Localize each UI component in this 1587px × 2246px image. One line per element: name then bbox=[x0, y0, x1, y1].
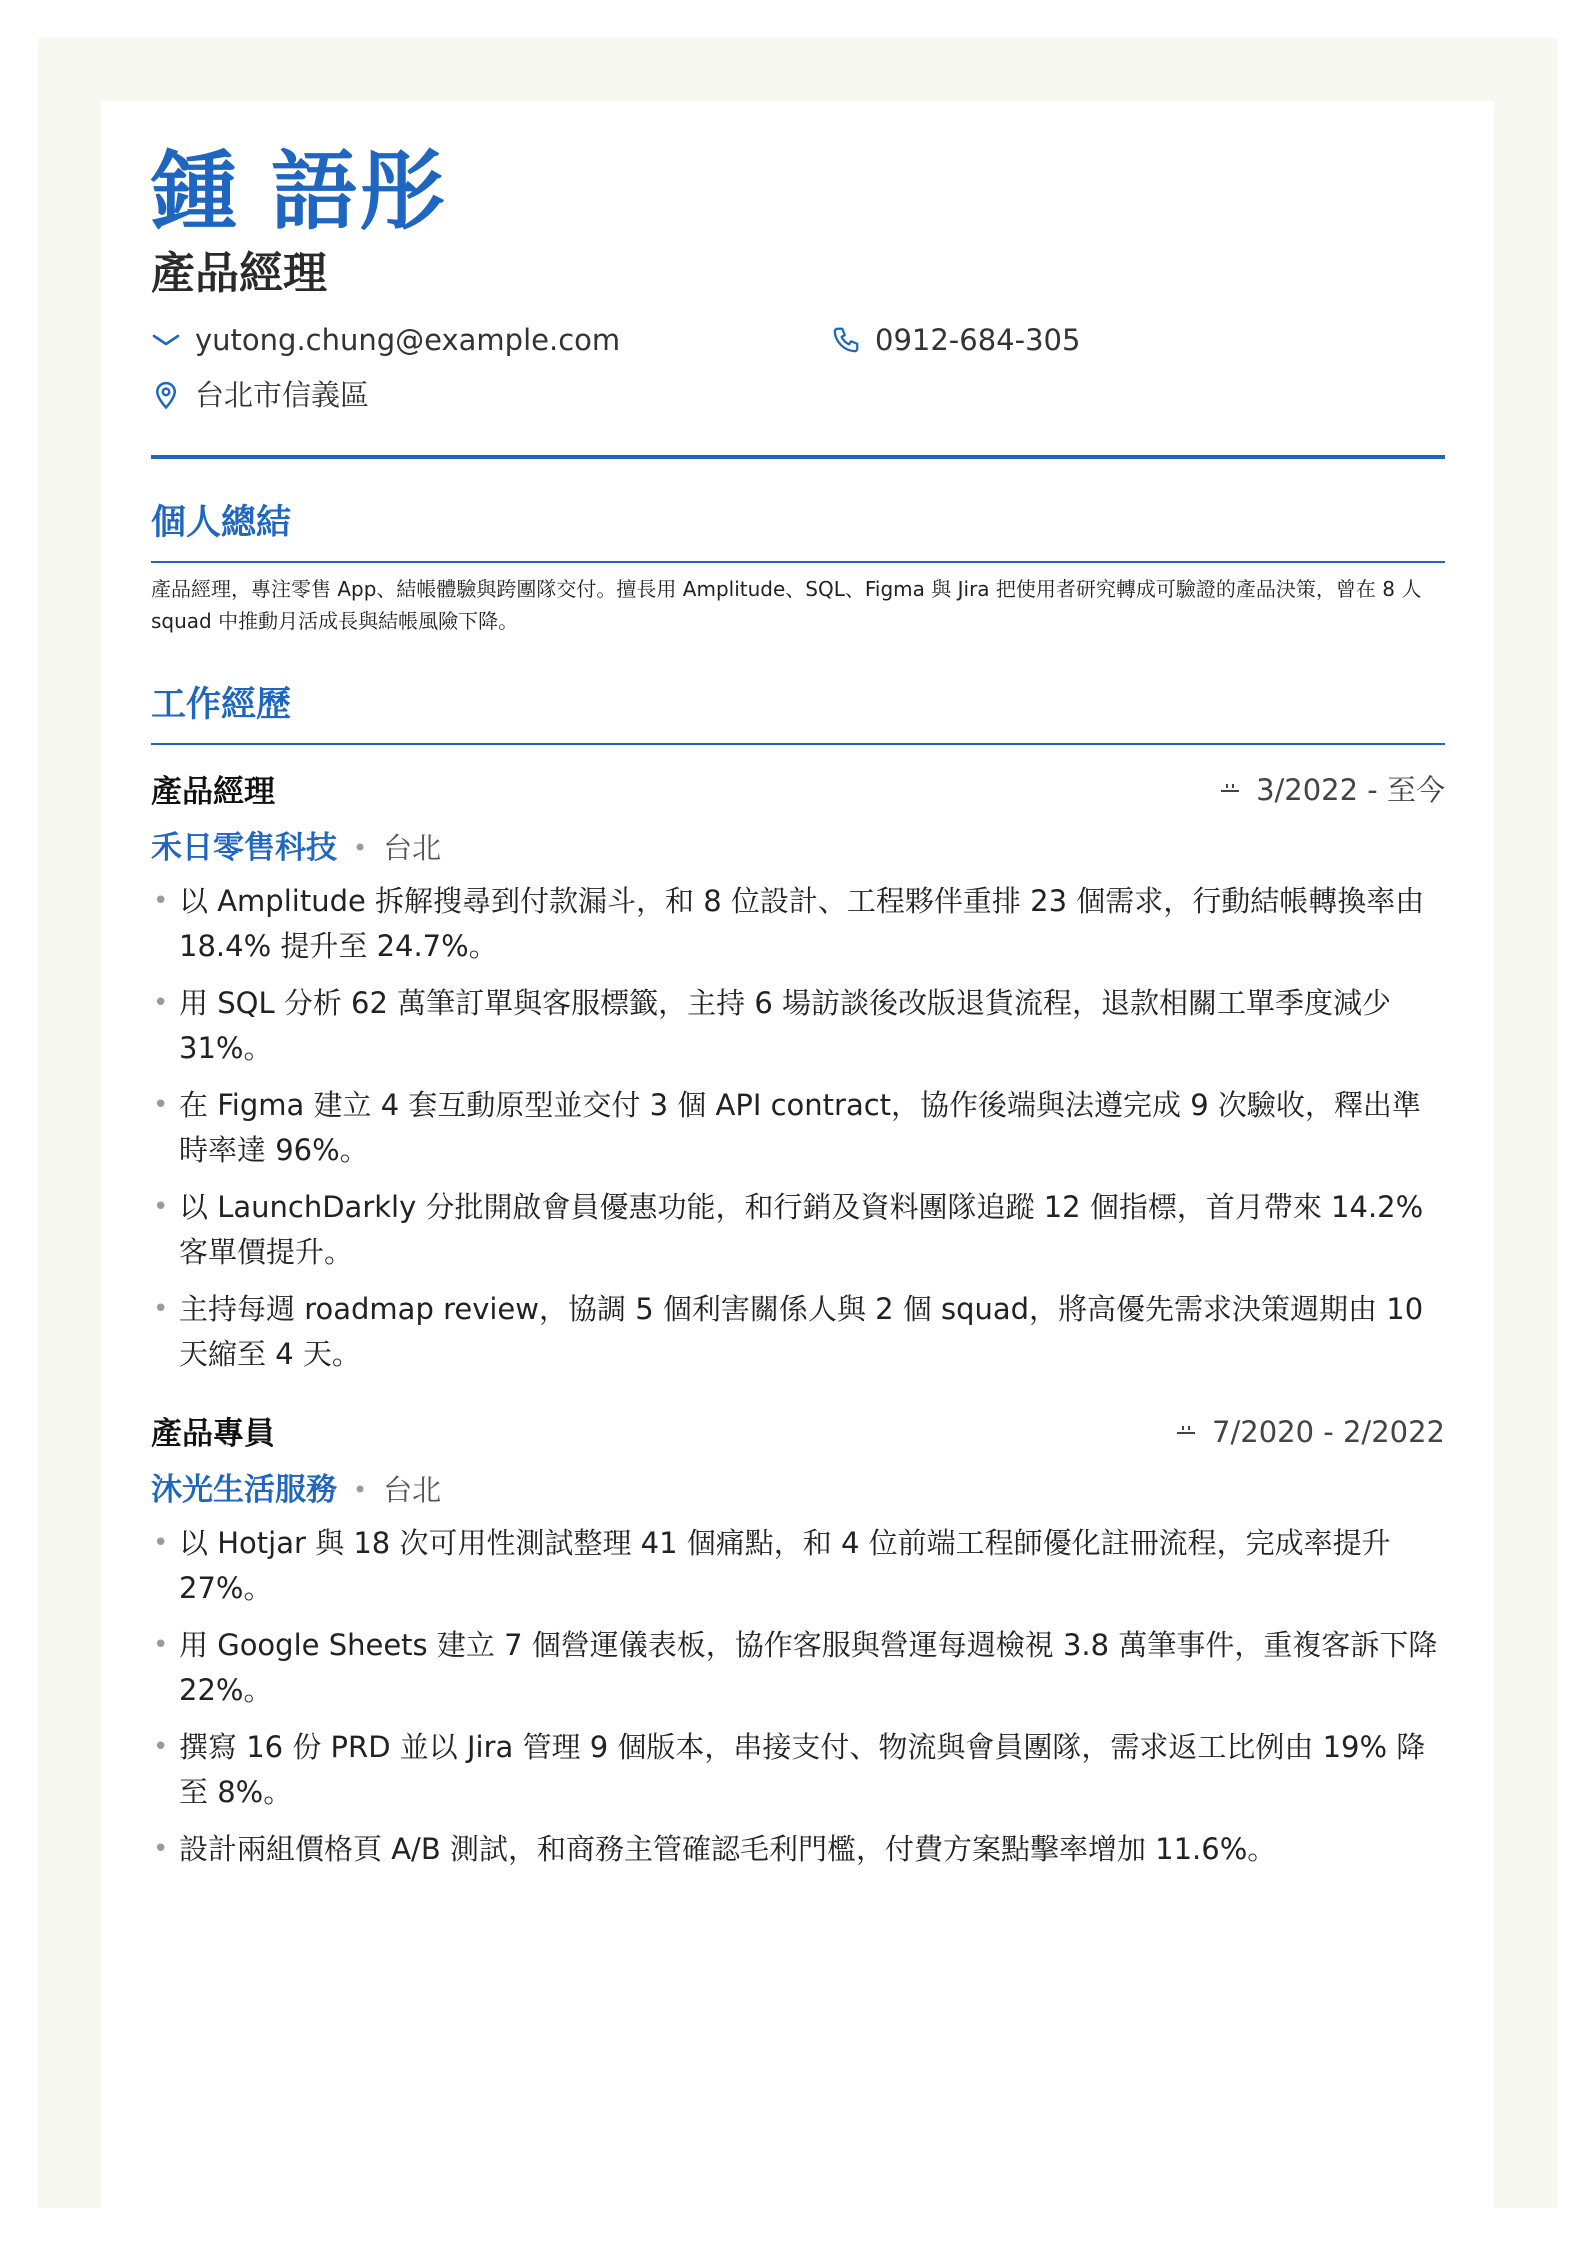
company-name: 沐光生活服務 bbox=[151, 1472, 337, 1508]
company-name: 禾日零售科技 bbox=[151, 830, 337, 866]
bullet-text: 設計兩組價格頁 A/B 測試，和商務主管確認毛利門檻，付費方案點擊率增加 11.6%。 bbox=[179, 1832, 1277, 1866]
location-text: 台北市信義區 bbox=[195, 378, 370, 412]
job-entry bbox=[151, 769, 1445, 1377]
list-item bbox=[151, 1725, 1445, 1815]
experience-heading: 工作經歷 bbox=[151, 685, 292, 725]
separator-dot: • bbox=[353, 1476, 368, 1504]
bullet-icon: • bbox=[153, 886, 169, 916]
job-date bbox=[1218, 769, 1445, 811]
map-pin-icon bbox=[151, 380, 181, 410]
bullet-icon: • bbox=[153, 1192, 169, 1222]
job-bullets bbox=[151, 1521, 1445, 1872]
summary-section bbox=[151, 499, 1445, 637]
job-entry bbox=[151, 1411, 1445, 1872]
list-item bbox=[151, 1185, 1445, 1275]
resume-content bbox=[151, 140, 1445, 1884]
list-item bbox=[151, 1827, 1445, 1872]
candidate-role: 產品經理 bbox=[151, 248, 327, 299]
job-title: 產品專員 bbox=[151, 1416, 275, 1452]
email-icon bbox=[151, 325, 181, 355]
job-location: 台北 bbox=[383, 831, 442, 865]
bullet-icon: • bbox=[153, 1732, 169, 1762]
company-line bbox=[151, 823, 1445, 873]
header-divider bbox=[151, 455, 1445, 459]
candidate-name: 鍾 語彤 bbox=[151, 142, 447, 242]
job-header bbox=[151, 769, 1445, 815]
contact-email[interactable] bbox=[151, 320, 620, 360]
bullet-icon: • bbox=[153, 1630, 169, 1660]
summary-text: 產品經理，專注零售 App、結帳體驗與跨團隊交付。擅長用 Amplitude、SQL、Figma 與 Jira 把使用者研究轉成可驗證的產品決策，曾在 8 人 squad 中推動月活成長與結帳風險下降。 bbox=[151, 577, 1422, 633]
job-date-text: 3/2022 - 至今 bbox=[1256, 773, 1445, 807]
contact-phone[interactable] bbox=[831, 320, 1080, 360]
bullet-icon: • bbox=[153, 988, 169, 1018]
list-item bbox=[151, 1521, 1445, 1611]
bullet-text: 撰寫 16 份 PRD 並以 Jira 管理 9 個版本，串接支付、物流與會員團隊，需求返工比例由 19% 降至 8%。 bbox=[179, 1730, 1426, 1809]
bullet-text: 用 SQL 分析 62 萬筆訂單與客服標籤，主持 6 場訪談後改版退貨流程，退款相關工單季度減少 31%。 bbox=[179, 986, 1392, 1065]
list-item bbox=[151, 1287, 1445, 1377]
list-item bbox=[151, 879, 1445, 969]
bullet-text: 以 Amplitude 拆解搜尋到付款漏斗，和 8 位設計、工程夥伴重排 23 個需求，行動結帳轉換率由 18.4% 提升至 24.7%。 bbox=[179, 884, 1425, 963]
separator-dot: • bbox=[353, 834, 368, 862]
bullet-text: 在 Figma 建立 4 套互動原型並交付 3 個 API contract，協作後端與法遵完成 9 次驗收，釋出準時率達 96%。 bbox=[179, 1088, 1421, 1167]
job-date-text: 7/2020 - 2/2022 bbox=[1212, 1415, 1445, 1449]
contact-location bbox=[151, 375, 369, 415]
bullet-icon: • bbox=[153, 1294, 169, 1324]
phone-icon bbox=[831, 325, 861, 355]
list-item bbox=[151, 1623, 1445, 1713]
bullet-text: 主持每週 roadmap review，協調 5 個利害關係人與 2 個 squad，將高優先需求決策週期由 10 天縮至 4 天。 bbox=[179, 1292, 1424, 1371]
contact-info bbox=[151, 320, 1445, 434]
phone-text: 0912-684-305 bbox=[875, 323, 1081, 357]
bullet-icon: • bbox=[153, 1090, 169, 1120]
bullet-icon: • bbox=[153, 1834, 169, 1864]
bullet-text: 以 LaunchDarkly 分批開啟會員優惠功能，和行銷及資料團隊追蹤 12 個指標，首月帶來 14.2% 客單價提升。 bbox=[179, 1190, 1424, 1269]
job-bullets bbox=[151, 879, 1445, 1377]
experience-divider bbox=[151, 743, 1445, 745]
calendar-icon bbox=[1174, 1411, 1198, 1453]
experience-section bbox=[151, 681, 1445, 1872]
list-item bbox=[151, 1083, 1445, 1173]
bullet-icon: • bbox=[153, 1528, 169, 1558]
summary-divider bbox=[151, 561, 1445, 563]
job-date bbox=[1174, 1411, 1445, 1453]
summary-heading: 個人總結 bbox=[151, 503, 292, 543]
job-location: 台北 bbox=[383, 1473, 442, 1507]
job-title: 產品經理 bbox=[151, 774, 275, 810]
list-item bbox=[151, 981, 1445, 1071]
company-line bbox=[151, 1465, 1445, 1515]
bullet-text: 用 Google Sheets 建立 7 個營運儀表板，協作客服與營運每週檢視 3.8 萬筆事件，重複客訴下降 22%。 bbox=[179, 1628, 1438, 1707]
calendar-icon bbox=[1218, 769, 1242, 811]
email-text: yutong.chung@example.com bbox=[195, 323, 621, 357]
bullet-text: 以 Hotjar 與 18 次可用性測試整理 41 個痛點，和 4 位前端工程師優化註冊流程，完成率提升 27%。 bbox=[179, 1526, 1391, 1605]
job-header bbox=[151, 1411, 1445, 1457]
